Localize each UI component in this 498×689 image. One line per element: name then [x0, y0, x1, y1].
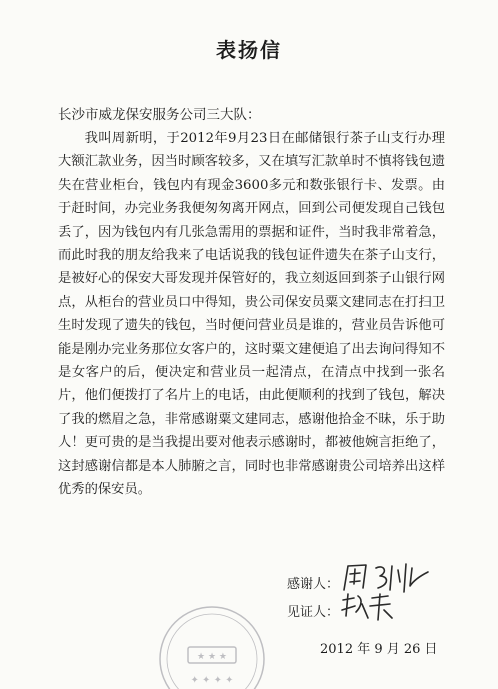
- witness-label: 见证人：: [287, 605, 340, 620]
- thanks-signature: [340, 560, 435, 594]
- svg-text:★ ★ ★: ★ ★ ★: [197, 652, 227, 662]
- thanks-signature-row: [287, 573, 339, 592]
- letter-salutation: 长沙市威龙保安服务公司三大队：: [58, 107, 261, 123]
- letter-title: 表扬信: [216, 38, 282, 62]
- thanks-label: 感谢人：: [287, 577, 340, 592]
- official-stamp-seal: [150, 595, 275, 689]
- witness-signature: [340, 590, 395, 622]
- letter-date: 2012 年 9 月 26 日: [320, 642, 438, 657]
- witness-signature-row: [287, 601, 339, 620]
- svg-text:✦ ✦ ✦ ✦: ✦ ✦ ✦ ✦: [190, 675, 234, 686]
- letter-body: 我叫周新明，于2012年9月23日在邮储银行茶子山支行办理大额汇款业务，因当时顾客较多，又在填写汇款单时不慎将钱包遗失在营业柜台，钱包内有现金3600多元和数张银行卡、发票。由于赶时间，办完业务我便匆匆离开网点，回到公司便发现自己钱包丢了，因为钱包内有几张急需用的票据和证件，当时我非常着急，而此时我的朋友给我来了电话说我的钱包证件遗失在茶子山支行，是被好心的保安大哥发现并保管好的，我立刻返回到茶子山银行网点，从柜台的营业员口中得知，贵公司保安员粟文建同志在打扫卫生时发现了遗失的钱包，当时便问营业员是谁的，营业员告诉他可能是刚办完业务那位女客户的，这时粟文建便追了出去询问得知不是女客户的后，便决定和营业员一起清点，在清点中找到一张名片，他们便拨打了名片上的电话，由此便顺利的找到了钱包，解决了我的燃眉之急，非常感谢粟文建同志，感谢他拾金不昧，乐于助人！更可贵的是当我提出要对他表示感谢时，都被他婉言拒绝了，这封感谢信都是本人肺腑之言，同时也非常感谢贵公司培养出这样优秀的保安员。: [58, 131, 445, 498]
